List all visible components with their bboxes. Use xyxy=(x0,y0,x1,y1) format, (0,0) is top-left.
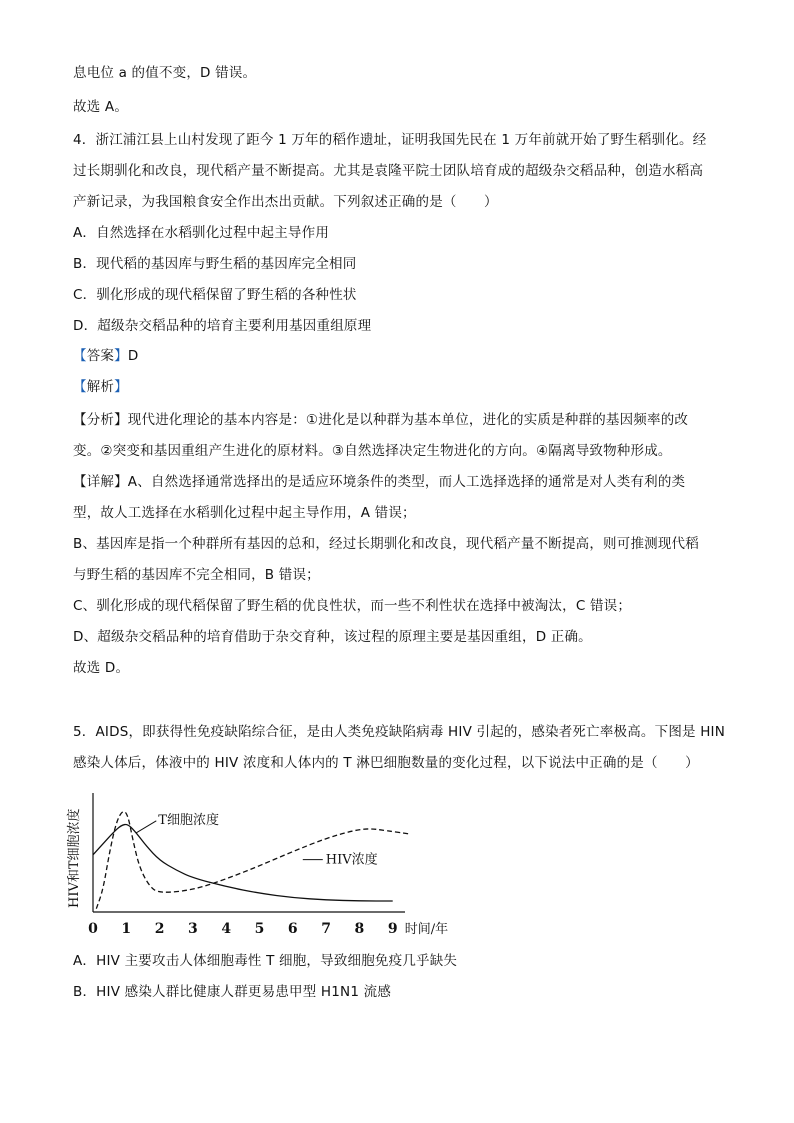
question-4-stem: 过长期驯化和改良，现代稻产量不断提高。尤其是袁隆平院士团队培育成的超级杂交稻品种，创造水稻高 xyxy=(73,163,704,179)
text-line: 故选 D。 xyxy=(73,660,130,676)
option-a: A．自然选择在水稻驯化过程中起主导作用 xyxy=(73,225,330,241)
x-tick-label: 7 xyxy=(321,921,331,937)
detail-text: C、驯化形成的现代稻保留了野生稻的优良性状，而一些不利性状在选择中被淘汰，C 错误； xyxy=(73,598,632,614)
option-b: B．现代稻的基因库与野生稻的基因库完全相同 xyxy=(73,256,357,272)
t-cell-series-label: T细胞浓度 xyxy=(158,812,219,828)
answer-label: 答案 xyxy=(86,348,115,364)
question-5-option-b: B．HIV 感染人群比健康人群更易患甲型 H1N1 流感 xyxy=(73,984,392,1000)
answer-bracket-close: 】 xyxy=(114,348,128,364)
x-tick-label: 5 xyxy=(254,921,265,937)
text-line: 息电位 a 的值不变，D 错误。 xyxy=(73,65,257,81)
question-4-stem: 4．浙江浦江县上山村发现了距今 1 万年的稻作遗址，证明我国先民在 1 万年前就开始了野生稻驯化。经 xyxy=(73,132,707,148)
option-d: D．超级杂交稻品种的培育主要利用基因重组原理 xyxy=(73,318,372,334)
x-tick-label: 4 xyxy=(221,921,232,937)
x-axis-label: 时间/年 xyxy=(404,922,449,937)
question-5-stem: 5．AIDS，即获得性免疫缺陷综合征，是由人类免疫缺陷病毒 HIV 引起的，感染者死亡率极高。下图是 HIN xyxy=(73,724,726,740)
option-c: C．驯化形成的现代稻保留了野生稻的各种性状 xyxy=(73,287,357,303)
t-cell-leader-line xyxy=(136,821,156,833)
chart-labels xyxy=(66,808,448,937)
answer-bracket-open: 【 xyxy=(73,348,87,364)
question-5-option-a: A．HIV 主要攻击人体细胞毒性 T 细胞，导致细胞免疫几乎缺失 xyxy=(73,953,458,969)
question-4-stem: 产新记录，为我国粮食安全作出杰出贡献。下列叙述正确的是（ ） xyxy=(73,194,498,210)
x-tick-label: 2 xyxy=(154,921,165,937)
text-line: 故选 A。 xyxy=(73,99,129,115)
analysis-text: 变。②突变和基因重组产生进化的原材料。③自然选择决定生物进化的方向。④隔离导致物种形成。 xyxy=(73,443,672,459)
question-5-stem: 感染人体后，体液中的 HIV 浓度和人体内的 T 淋巴细胞数量的变化过程，以下说法中正确的是（ ） xyxy=(73,755,699,771)
x-tick-label: 8 xyxy=(354,921,365,937)
x-tick-label: 6 xyxy=(287,921,298,937)
detail-text: 型，故人工选择在水稻驯化过程中起主导作用，A 错误； xyxy=(73,505,416,521)
x-tick-label: 3 xyxy=(188,921,198,937)
detail-text: B、基因库是指一个种群所有基因的总和，经过长期驯化和改良，现代稻产量不断提高，则可推测现代稻 xyxy=(73,536,699,552)
detail-text: 【详解】A、自然选择通常选择出的是适应环境条件的类型，而人工选择选择的通常是对人类有利的类 xyxy=(73,474,686,490)
chart-svg xyxy=(60,785,480,945)
analysis-text: 【分析】现代进化理论的基本内容是：①进化是以种群为基本单位，进化的实质是种群的基因频率的改 xyxy=(73,412,689,428)
detail-text: D、超级杂交稻品种的培育借助于杂交育种，该过程的原理主要是基因重组，D 正确。 xyxy=(73,629,592,645)
hiv-series-label: HIV浓度 xyxy=(325,852,378,868)
x-tick-label: 1 xyxy=(121,921,132,937)
analysis-heading xyxy=(73,377,128,397)
answer-line xyxy=(73,346,138,366)
analysis-bracket-close: 】 xyxy=(114,379,128,395)
analysis-bracket-open: 【 xyxy=(73,379,87,395)
detail-text: 与野生稻的基因库不完全相同，B 错误； xyxy=(73,567,320,583)
x-tick-label: 0 xyxy=(88,921,98,937)
answer-value: D xyxy=(127,348,139,364)
hiv-tcell-chart xyxy=(60,785,480,945)
x-tick-label: 9 xyxy=(387,921,398,937)
y-axis-label: HIV和T细胞浓度 xyxy=(67,808,82,908)
analysis-label: 解析 xyxy=(86,379,115,395)
